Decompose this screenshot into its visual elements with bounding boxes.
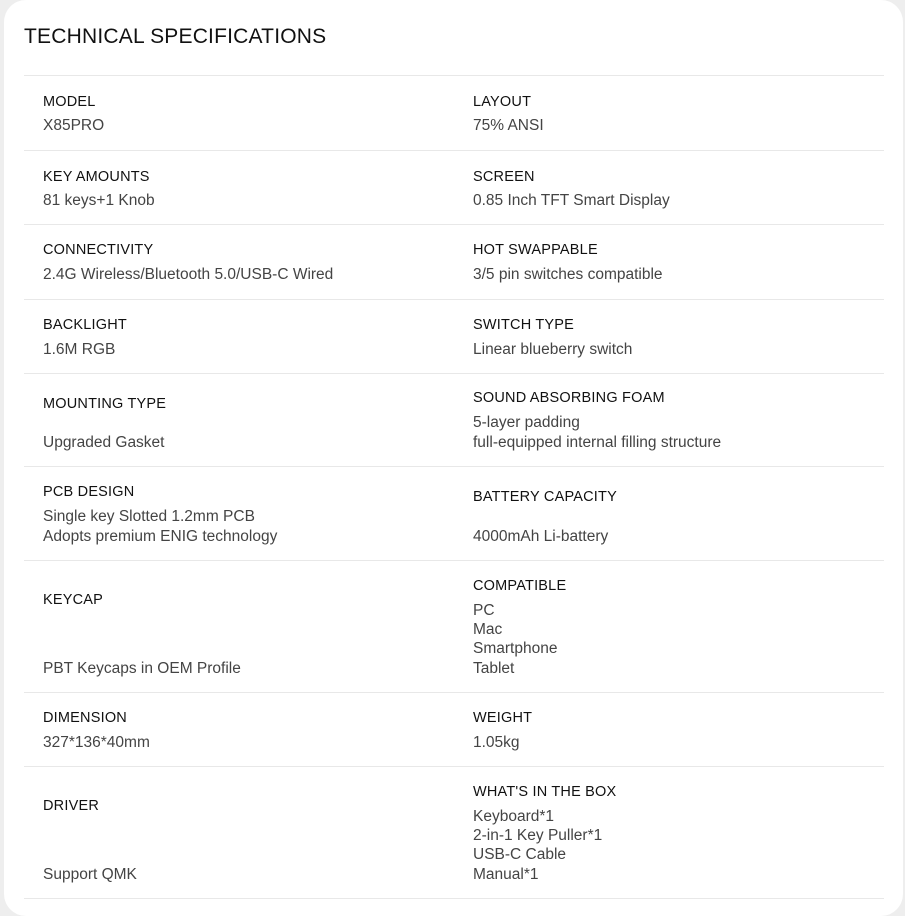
- spec-table: [24, 75, 884, 899]
- spec-label: PCB DESIGN: [43, 484, 135, 500]
- spec-cell-weight: [454, 709, 884, 752]
- spec-value: 81 keys+1 Knob: [43, 191, 155, 209]
- spec-label: LAYOUT: [473, 94, 532, 110]
- spec-label: DRIVER: [43, 798, 99, 814]
- spec-cell-sound-absorbing-foam: [454, 374, 884, 452]
- spec-value: PBT Keycaps in OEM Profile: [43, 659, 241, 677]
- spec-row: [24, 300, 884, 374]
- spec-cell-connectivity: [24, 241, 454, 284]
- spec-cell-layout: [454, 93, 884, 135]
- spec-label: BACKLIGHT: [43, 317, 127, 333]
- spec-label: HOT SWAPPABLE: [473, 242, 598, 258]
- spec-value: Single key Slotted 1.2mm PCB Adopts premium ENIG technology: [43, 508, 278, 545]
- spec-cell-dimension: [24, 709, 454, 752]
- spec-cell-screen: [454, 168, 884, 210]
- spec-cell-keycap: [24, 561, 454, 678]
- spec-label: KEYCAP: [43, 592, 104, 608]
- spec-value: Linear blueberry switch: [473, 340, 633, 358]
- spec-label: SCREEN: [473, 169, 535, 185]
- spec-row: [24, 467, 884, 561]
- spec-label: COMPATIBLE: [473, 578, 567, 594]
- spec-label: WHAT'S IN THE BOX: [473, 784, 617, 800]
- spec-row: [24, 374, 884, 467]
- spec-value: 5-layer padding full-equipped internal filling structure: [473, 414, 722, 451]
- spec-value: 2.4G Wireless/Bluetooth 5.0/USB-C Wired: [43, 265, 334, 283]
- spec-label: WEIGHT: [473, 710, 533, 726]
- spec-label: DIMENSION: [43, 710, 127, 726]
- spec-row: [24, 151, 884, 225]
- page-title: TECHNICAL SPECIFICATIONS: [24, 25, 327, 48]
- spec-cell-backlight: [24, 316, 454, 359]
- spec-row: [24, 767, 884, 899]
- spec-cell-driver: [24, 767, 454, 884]
- spec-cell-battery-capacity: [454, 467, 884, 546]
- spec-cell-whats-in-the-box: [454, 767, 884, 884]
- spec-value: 75% ANSI: [473, 116, 544, 134]
- spec-label: MODEL: [43, 94, 96, 110]
- spec-value: 1.6M RGB: [43, 340, 116, 358]
- spec-value: Keyboard*1 2-in-1 Key Puller*1 USB-C Cable Manual*1: [473, 807, 603, 883]
- spec-label: KEY AMOUNTS: [43, 169, 150, 185]
- spec-cell-switch-type: [454, 316, 884, 359]
- spec-label: CONNECTIVITY: [43, 242, 154, 258]
- spec-label: MOUNTING TYPE: [43, 396, 167, 412]
- spec-label: SWITCH TYPE: [473, 317, 575, 333]
- spec-value: Support QMK: [43, 865, 137, 883]
- spec-value: 4000mAh Li-battery: [473, 527, 609, 545]
- spec-label: SOUND ABSORBING FOAM: [473, 390, 665, 406]
- spec-cell-key-amounts: [24, 168, 454, 210]
- spec-cell-compatible: [454, 561, 884, 678]
- spec-label: BATTERY CAPACITY: [473, 489, 617, 505]
- spec-value: Upgraded Gasket: [43, 433, 165, 451]
- spec-value: X85PRO: [43, 116, 105, 134]
- spec-row: [24, 225, 884, 300]
- spec-value: PC Mac Smartphone Tablet: [473, 601, 558, 677]
- spec-value: 327*136*40mm: [43, 733, 150, 751]
- spec-row: [24, 693, 884, 767]
- spec-cell-pcb-design: [24, 467, 454, 546]
- spec-cell-model: [24, 93, 454, 135]
- spec-value: 3/5 pin switches compatible: [473, 265, 663, 283]
- spec-cell-mounting-type: [24, 374, 454, 452]
- spec-cell-hot-swappable: [454, 241, 884, 284]
- spec-row: [24, 561, 884, 693]
- spec-row: [24, 76, 884, 151]
- spec-value: 0.85 Inch TFT Smart Display: [473, 191, 670, 209]
- spec-value: 1.05kg: [473, 733, 520, 751]
- spec-card: [4, 0, 903, 916]
